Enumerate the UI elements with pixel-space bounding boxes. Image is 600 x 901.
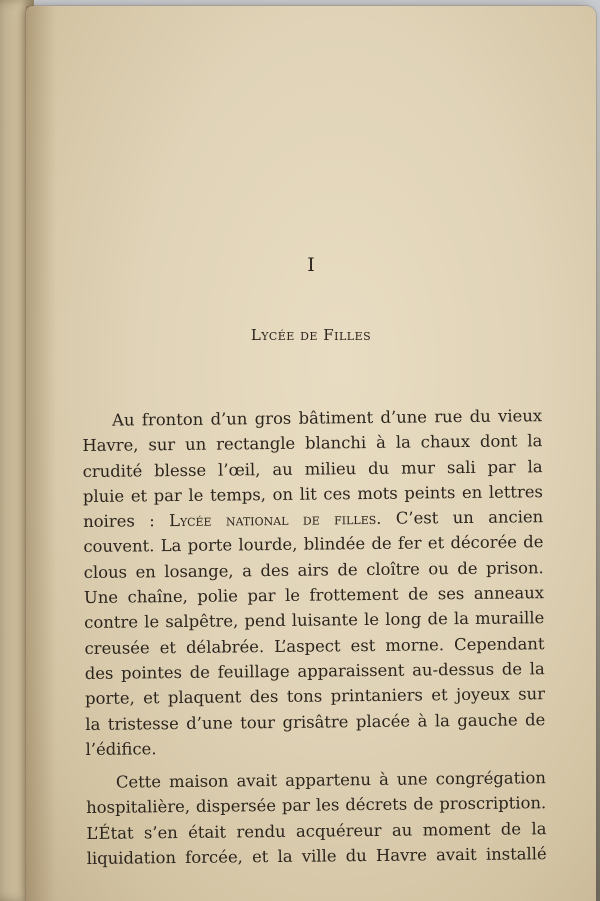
text-line: pluie et par le temps, on lit ces mots peints en lettres bbox=[82, 482, 543, 506]
chapter-title: Lycée de Filles bbox=[250, 326, 372, 344]
book-page bbox=[26, 6, 596, 901]
text-line: porte, et plaquent des tons printaniers et joyeux sur bbox=[84, 684, 546, 709]
paragraph-2 bbox=[86, 765, 547, 871]
text-fragment: . C’est un ancien bbox=[376, 507, 544, 529]
text-line: liquidation forcée, et la ville du Havre avait installé bbox=[86, 844, 547, 869]
text-line: clous en losange, a des airs de cloître ou de prison. bbox=[83, 557, 544, 582]
text-line: Cette maison avait appartenu à une congrégation bbox=[115, 768, 546, 792]
text-fragment: noires : bbox=[83, 511, 155, 532]
text-line: des pointes de feuillage apparaissent au-dessus de la bbox=[84, 659, 545, 683]
text-line: Au fronton d’un gros bâtiment d’une rue du vieux bbox=[112, 406, 543, 430]
text-line: L’État s’en était rendu acquéreur au moment de la bbox=[86, 818, 547, 843]
text-line: Une chaîne, polie par le frottement de ses anneaux bbox=[83, 583, 545, 608]
text-line: crudité blesse l’œil, au milieu du mur sali par la bbox=[82, 456, 543, 481]
text-line: la tristesse d’une tour grisâtre placée à la gauche de bbox=[85, 709, 546, 734]
text-line: contre le salpêtre, pend luisante le long de la muraille bbox=[84, 608, 545, 633]
text-line: Havre, sur un rectangle blanchi à la chaux dont la bbox=[82, 431, 543, 456]
inscription-text: Lycée national de filles bbox=[169, 509, 377, 531]
text-line: creusée et délabrée. L’aspect est morne. Cependant bbox=[84, 633, 545, 658]
text-line: hospitalière, dispersée par les décrets de proscription. bbox=[86, 793, 547, 818]
chapter-numeral: I bbox=[307, 254, 315, 276]
text-line: l’édifice. bbox=[85, 739, 157, 759]
chapter-body bbox=[82, 403, 547, 871]
text-line: couvent. La porte lourde, blindée de fer et décorée de bbox=[83, 532, 544, 557]
